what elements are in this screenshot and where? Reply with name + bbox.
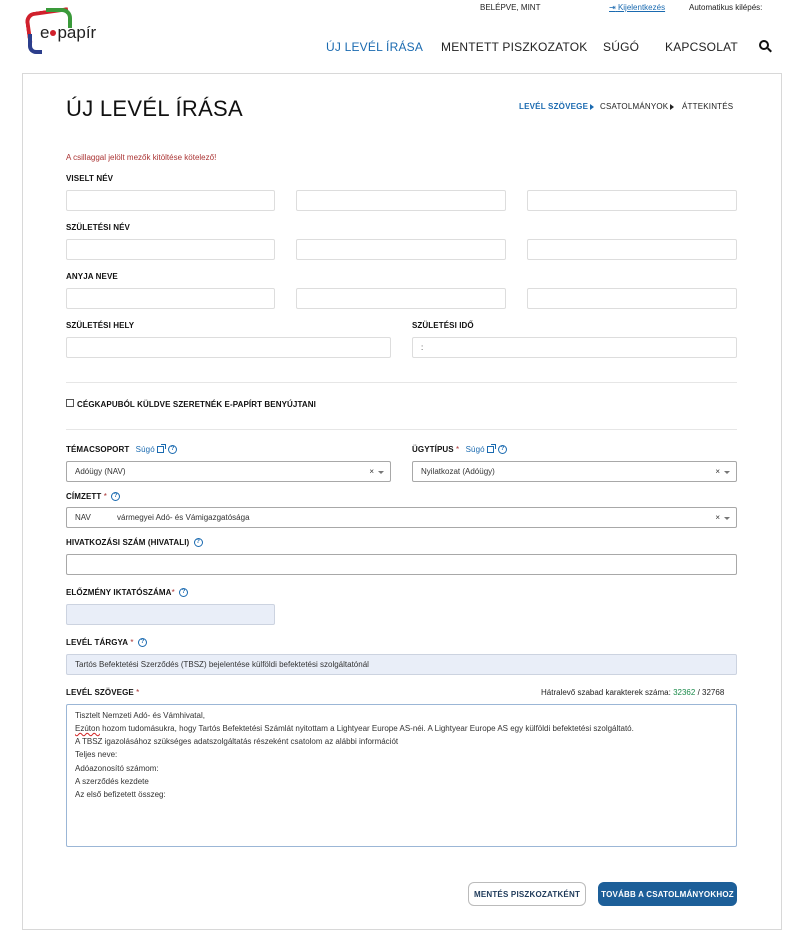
szuletesi-ido-value: : [421,343,424,352]
cegkapu-label: CÉGKAPUBÓL KÜLDVE SZERETNÉK E-PAPÍRT BENYÚJTANI [77,400,316,409]
required-note: A csillaggal jelölt mezők kitöltése kötelező! [66,153,217,162]
body-line: Teljes neve: [75,750,118,759]
szuletesi-nev-field-3[interactable] [527,239,737,260]
cegkapu-checkbox[interactable] [66,399,74,407]
temacsoport-value: Adóügy (NAV) [75,467,126,476]
next-attachments-button[interactable]: TOVÁBB A CSATOLMÁNYOKHOZ [598,882,737,906]
clear-icon[interactable]: × [715,513,720,522]
chevron-down-icon[interactable] [724,517,730,520]
nav-sugo[interactable]: SÚGÓ [603,40,640,54]
ugytipus-label: ÜGYTÍPUS * Súgó ? [412,445,507,454]
clear-icon[interactable]: × [369,467,374,476]
body-line: Tisztelt Nemzeti Adó- és Vámhivatal, [75,711,205,720]
szuletesi-ido-label: SZÜLETÉSI IDŐ [412,321,474,330]
szuletesi-nev-field-1[interactable] [66,239,275,260]
viselt-nev-field-3[interactable] [527,190,737,211]
cimzett-value: vármegyei Adó- és Vámigazgatósága [117,513,250,522]
temacsoport-sugo-link[interactable]: Súgó [135,445,155,454]
targy-value: Tartós Befektetési Szerződés (TBSZ) bejelentése külföldi befektetési szolgáltatónál [75,660,369,669]
ugytipus-value: Nyilatkozat (Adóügy) [421,467,495,476]
szoveg-textarea[interactable] [66,704,737,847]
clear-icon[interactable]: × [715,467,720,476]
temacsoport-label: TÉMACSOPORT Súgó ? [66,445,177,454]
external-link-icon [157,446,164,453]
szuletesi-hely-field[interactable] [66,337,391,358]
search-icon[interactable] [759,40,773,54]
hivatkozasi-input[interactable] [66,554,737,575]
step-attekintes[interactable]: ÁTTEKINTÉS [682,102,734,111]
temacsoport-select[interactable] [66,461,391,482]
nav-uj-level-irasa[interactable]: ÚJ LEVÉL ÍRÁSA [326,40,424,54]
anyja-neve-label: ANYJA NEVE [66,272,118,281]
help-icon[interactable]: ? [498,445,507,454]
char-counter: Hátralevő szabad karakterek száma: 32362 / 32768 [541,688,725,697]
divider [66,382,737,383]
help-icon[interactable]: ? [111,492,120,501]
save-draft-button[interactable]: MENTÉS PISZKOZATKÉNT [468,882,586,906]
elozmeny-label: ELŐZMÉNY IKTATÓSZÁMA* ? [66,588,188,597]
hivatkozasi-label: HIVATKOZÁSI SZÁM (HIVATALI) ? [66,538,203,547]
anyja-neve-field-3[interactable] [527,288,737,309]
anyja-neve-field-2[interactable] [296,288,506,309]
ugytipus-select[interactable] [412,461,737,482]
szuletesi-nev-field-2[interactable] [296,239,506,260]
auto-logout-label: Automatikus kilépés: [689,3,763,12]
step-csatolmanyok[interactable]: CSATOLMÁNYOK [600,102,674,111]
cimzett-label: CÍMZETT * ? [66,492,120,501]
external-link-icon [487,446,494,453]
body-line: Az első befizetett összeg: [75,790,166,799]
viselt-nev-label: VISELT NÉV [66,174,114,183]
step-arrow-icon [670,104,674,110]
szuletesi-ido-field[interactable] [412,337,737,358]
nav-mentett-piszkozatok[interactable]: MENTETT PISZKOZATOK [441,40,588,54]
viselt-nev-field-2[interactable] [296,190,506,211]
targy-label: LEVÉL TÁRGYA * ? [66,638,147,647]
step-arrow-icon [590,104,594,110]
counter-remaining: 32362 [673,688,696,697]
cimzett-prefix: NAV [75,513,91,522]
szuletesi-hely-label: SZÜLETÉSI HELY [66,321,135,330]
divider [66,429,737,430]
logout-link[interactable] [609,3,665,12]
help-icon[interactable]: ? [168,445,177,454]
logged-in-label: BELÉPVE, MINT [480,3,541,12]
chevron-down-icon[interactable] [724,471,730,474]
page-title: ÚJ LEVÉL ÍRÁSA [66,96,244,121]
chevron-down-icon[interactable] [378,471,384,474]
anyja-neve-field-1[interactable] [66,288,275,309]
help-icon[interactable]: ? [194,538,203,547]
cimzett-select[interactable] [66,507,737,528]
counter-total: 32768 [702,688,725,697]
logout-label: Kijelentkezés [617,3,666,12]
elozmeny-input[interactable] [66,604,275,625]
ugytipus-sugo-link[interactable]: Súgó [465,445,485,454]
body-line: A szerződés kezdete [75,777,149,786]
e-papir-logo[interactable] [24,8,104,58]
nav-kapcsolat[interactable]: KAPCSOLAT [665,40,738,54]
help-icon[interactable]: ? [179,588,188,597]
szuletesi-nev-label: SZÜLETÉSI NÉV [66,223,130,232]
body-line: Adóazonosító számom: [75,764,159,773]
viselt-nev-field-1[interactable] [66,190,275,211]
logo-text: e papír [40,23,97,42]
body-line: Ezúton hozom tudomásukra, hogy Tartós Befektetési Számlát nyitottam a Lightyear Europe AS-néi. A Lightyear Europe AS egy külföldi befektetési szolgáltató. [75,724,634,733]
body-line: A TBSZ igazolásához szükséges adatszolgáltatás részeként csatolom az alábbi információt [75,737,399,746]
top-header [0,0,799,72]
targy-input[interactable] [66,654,737,675]
help-icon[interactable]: ? [138,638,147,647]
logout-icon: ⇥ [609,3,616,12]
step-level-szovege[interactable]: LEVÉL SZÖVEGE [519,102,594,111]
szoveg-label: LEVÉL SZÖVEGE * [66,688,140,697]
